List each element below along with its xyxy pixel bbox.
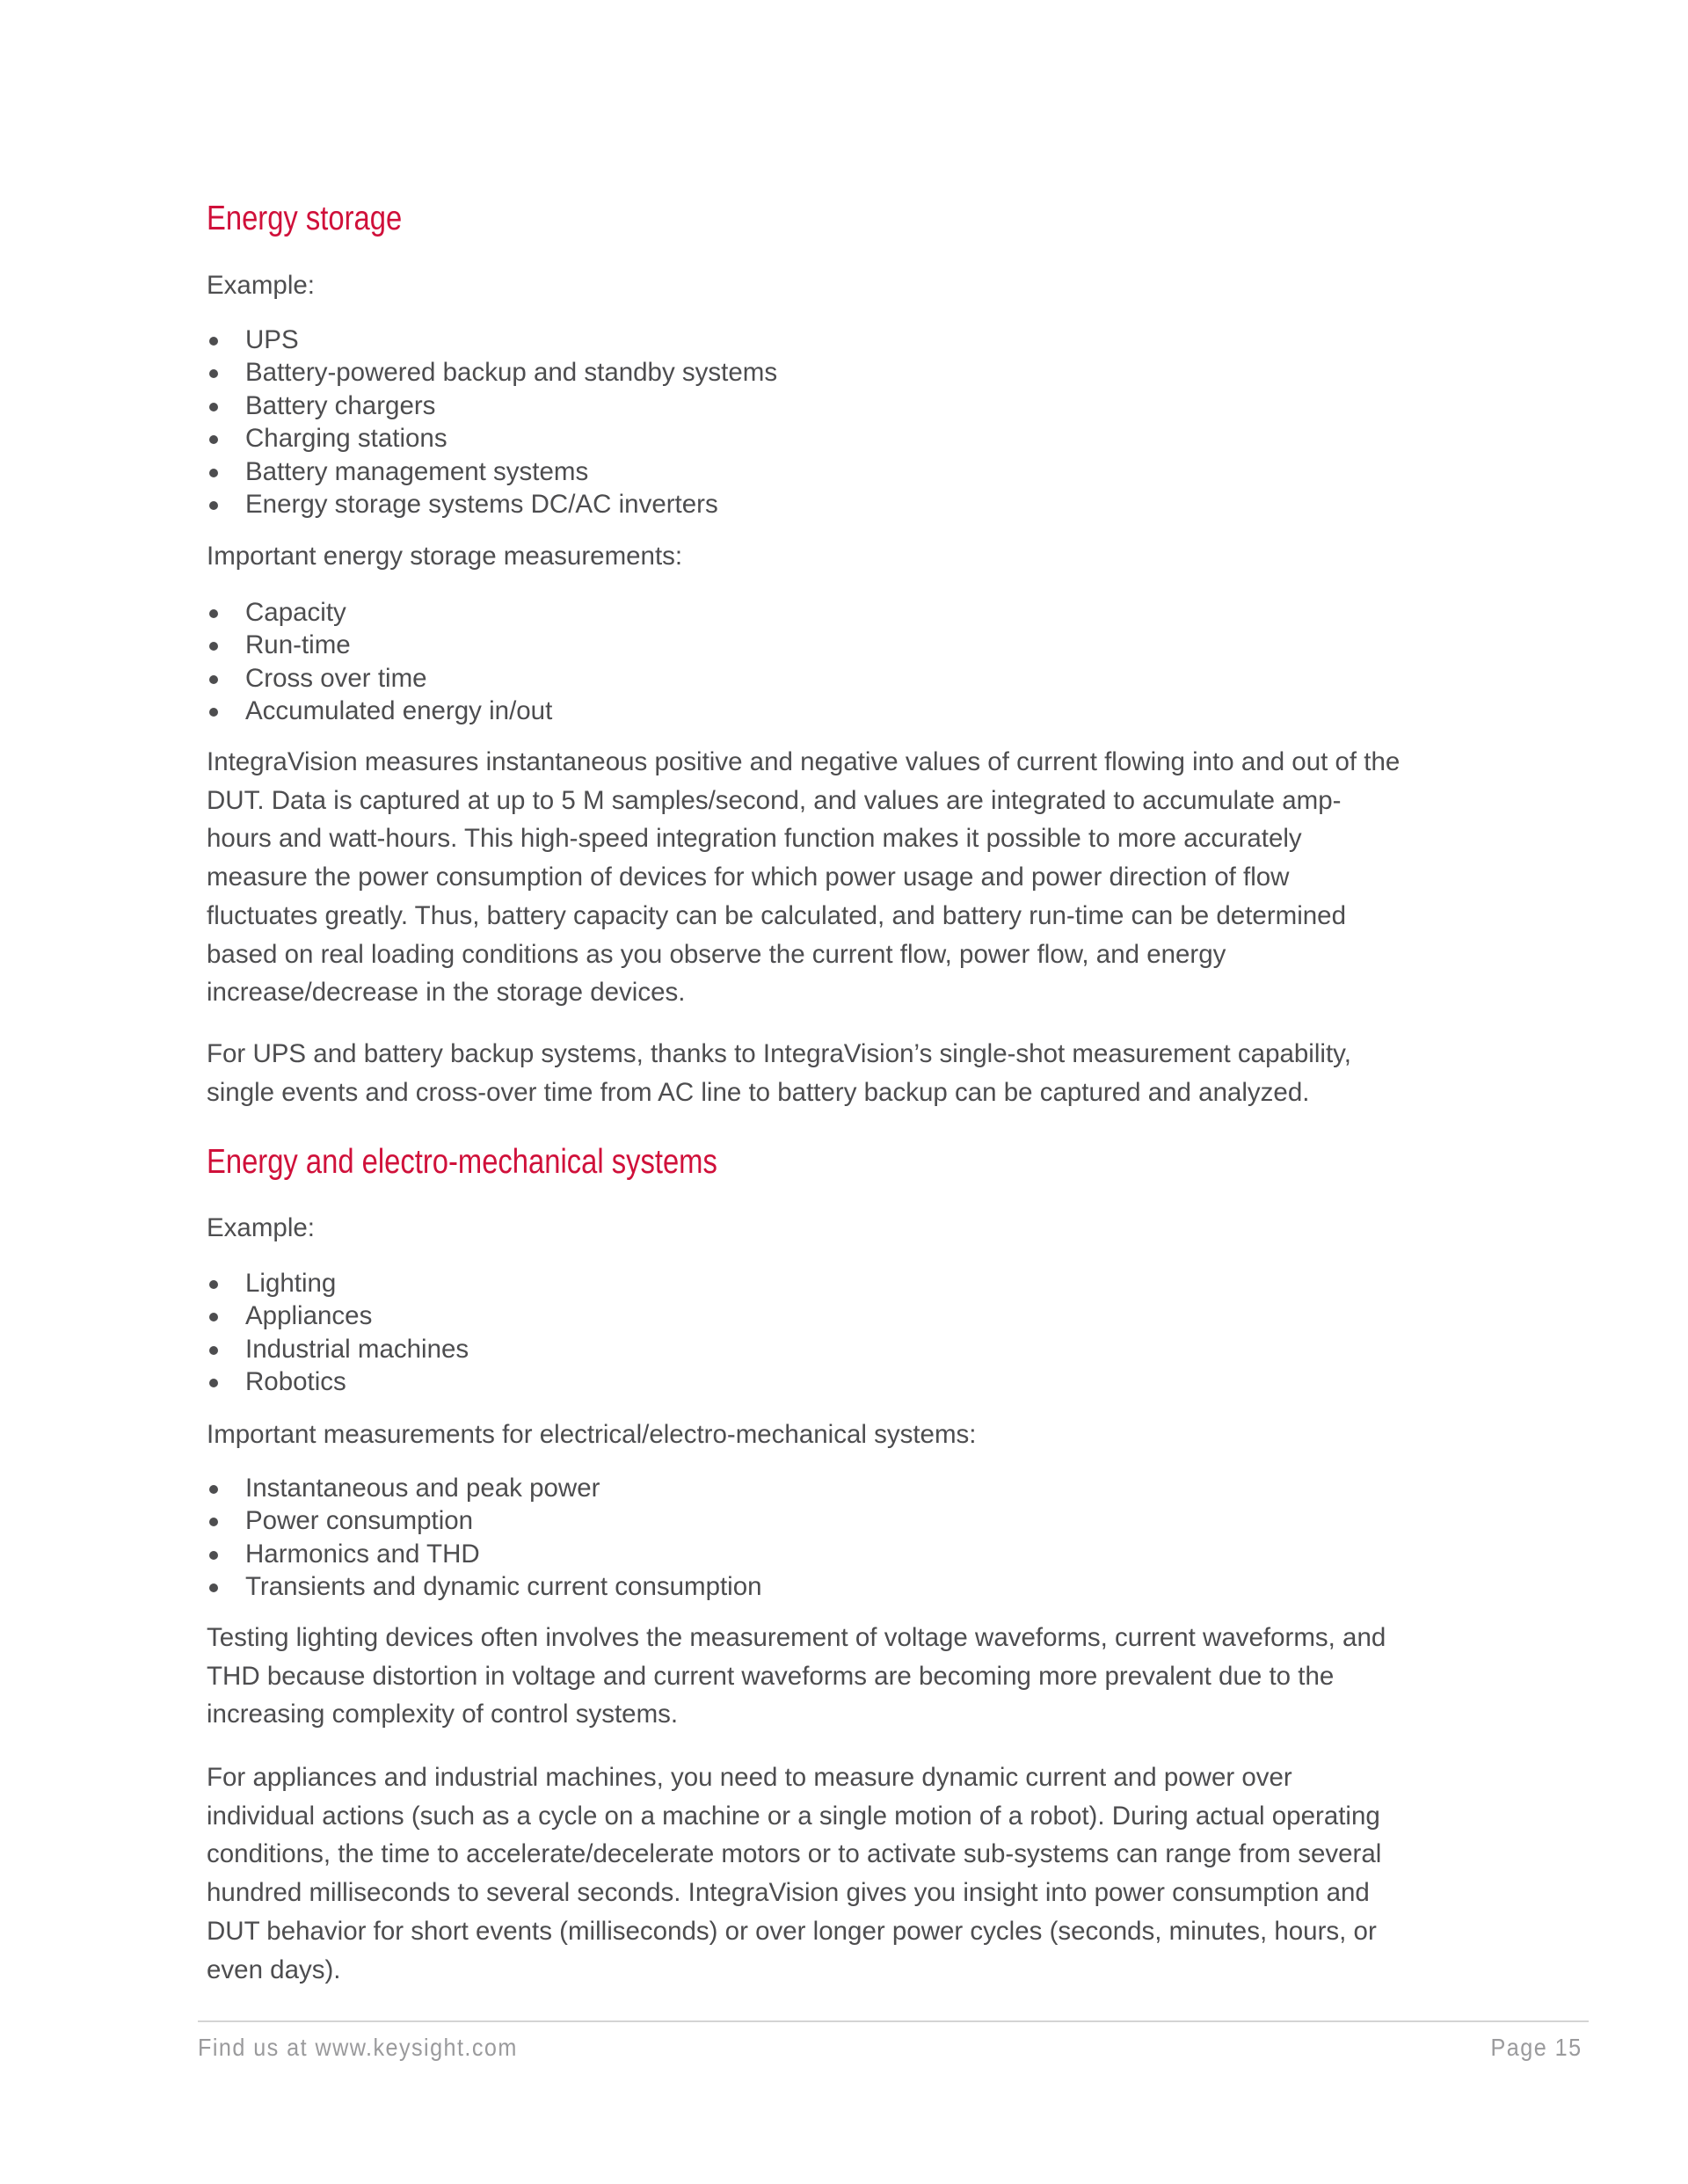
paragraph-line: increase/decrease in the storage devices. — [207, 978, 686, 1008]
list-item-text: Harmonics and THD — [245, 1539, 480, 1569]
measurements-label: Important measurements for electrical/electro-mechanical systems: — [207, 1420, 977, 1449]
paragraph-line: DUT behavior for short events (milliseconds) or over longer power cycles (seconds, minutes, hours, or — [207, 1916, 1377, 1946]
bullet-icon — [209, 501, 218, 510]
list-item — [207, 422, 777, 455]
list-item-text: Instantaneous and peak power — [245, 1474, 600, 1503]
bullet-icon — [209, 609, 218, 618]
list-item-text: Power consumption — [245, 1506, 474, 1536]
bullet-icon — [209, 1280, 218, 1289]
list-item — [207, 662, 552, 695]
list-item — [207, 1365, 469, 1398]
list-item-text: Battery chargers — [245, 390, 436, 420]
list-item-text: Capacity — [245, 598, 346, 627]
paragraph-line: individual actions (such as a cycle on a machine or a single motion of a robot). During actual operating — [207, 1801, 1380, 1831]
electro-mechanical-measurements-list — [207, 1472, 762, 1604]
paragraph-line: THD because distortion in voltage and current waveforms are becoming more prevalent due to the — [207, 1661, 1335, 1691]
bullet-icon — [209, 469, 218, 477]
list-item — [207, 455, 777, 488]
list-item-text: Appliances — [245, 1301, 373, 1331]
list-item — [207, 1504, 762, 1537]
list-item — [207, 389, 777, 422]
paragraph-line: fluctuates greatly. Thus, battery capacity can be calculated, and battery run-time can be determined — [207, 900, 1346, 930]
footer-divider — [198, 2020, 1589, 2022]
list-item-text: Charging stations — [245, 424, 447, 454]
list-item-text: Lighting — [245, 1269, 337, 1298]
list-item-text: Energy storage systems DC/AC inverters — [245, 490, 718, 520]
paragraph-line: hours and watt-hours. This high-speed integration function makes it possible to more accurately — [207, 824, 1302, 854]
bullet-icon — [209, 1518, 218, 1526]
list-item-text: Cross over time — [245, 663, 427, 693]
bullet-icon — [209, 1583, 218, 1592]
bullet-icon — [209, 435, 218, 444]
list-item-text: Industrial machines — [245, 1334, 469, 1364]
paragraph-line: IntegraVision measures instantaneous positive and negative values of current flowing into and out of the — [207, 747, 1401, 776]
bullet-icon — [209, 1379, 218, 1387]
list-item — [207, 1333, 469, 1365]
list-item — [207, 324, 777, 356]
bullet-icon — [209, 369, 218, 378]
list-item-text: Accumulated energy in/out — [245, 696, 553, 726]
bullet-icon — [209, 337, 218, 346]
bullet-icon — [209, 675, 218, 684]
body-paragraph — [207, 1758, 1381, 1989]
paragraph-line: even days). — [207, 1955, 341, 1984]
bullet-icon — [209, 403, 218, 411]
bullet-icon — [209, 1485, 218, 1494]
paragraph-line: single events and cross-over time from AC line to battery backup can be captured and analyzed. — [207, 1077, 1310, 1107]
list-item-text: Run-time — [245, 630, 351, 660]
paragraph-line: increasing complexity of control systems. — [207, 1700, 679, 1729]
list-item-text: Robotics — [245, 1367, 346, 1397]
example-label: Example: — [207, 271, 315, 300]
energy-storage-examples-list — [207, 324, 777, 521]
list-item — [207, 629, 552, 661]
section-heading-energy-storage: Energy storage — [207, 200, 403, 237]
bullet-icon — [209, 1346, 218, 1355]
paragraph-line: measure the power consumption of devices for which power usage and power direction of flow — [207, 863, 1290, 892]
paragraph-line: For appliances and industrial machines, you need to measure dynamic current and power over — [207, 1763, 1292, 1792]
body-paragraph — [207, 743, 1400, 1012]
list-item — [207, 596, 552, 629]
bullet-icon — [209, 1313, 218, 1321]
bullet-icon — [209, 708, 218, 717]
list-item — [207, 1538, 762, 1570]
paragraph-line: hundred milliseconds to several seconds. IntegraVision gives you insight into power consumption and — [207, 1878, 1370, 1908]
list-item-text: Battery management systems — [245, 456, 589, 486]
list-item-text: Transients and dynamic current consumption — [245, 1572, 762, 1602]
measurements-label: Important energy storage measurements: — [207, 542, 683, 571]
energy-storage-measurements-list — [207, 596, 552, 728]
electro-mechanical-examples-list — [207, 1267, 469, 1399]
section-heading-electro-mechanical: Energy and electro-mechanical systems — [207, 1143, 717, 1181]
example-label: Example: — [207, 1213, 315, 1242]
paragraph-line: DUT. Data is captured at up to 5 M samples/second, and values are integrated to accumulate amp- — [207, 785, 1342, 815]
body-paragraph — [207, 1035, 1351, 1111]
list-item — [207, 1299, 469, 1332]
list-item — [207, 1267, 469, 1299]
page-number: Page 15 — [1491, 2034, 1582, 2061]
list-item — [207, 356, 777, 389]
paragraph-line: For UPS and battery backup systems, thanks to IntegraVision’s single-shot measurement capability, — [207, 1039, 1351, 1068]
paragraph-line: Testing lighting devices often involves the measurement of voltage waveforms, current waveforms, and — [207, 1623, 1386, 1652]
bullet-icon — [209, 642, 218, 651]
list-item-text: Battery-powered backup and standby systems — [245, 358, 778, 388]
list-item-text: UPS — [245, 325, 299, 354]
bullet-icon — [209, 1551, 218, 1560]
paragraph-line: conditions, the time to accelerate/decelerate motors or to activate sub-systems can range from several — [207, 1839, 1382, 1869]
list-item — [207, 1570, 762, 1603]
list-item — [207, 695, 552, 727]
paragraph-line: based on real loading conditions as you observe the current flow, power flow, and energy — [207, 939, 1226, 969]
list-item — [207, 1472, 762, 1504]
list-item — [207, 488, 777, 521]
footer-website-link[interactable]: Find us at www.keysight.com — [198, 2034, 518, 2061]
body-paragraph — [207, 1619, 1386, 1734]
